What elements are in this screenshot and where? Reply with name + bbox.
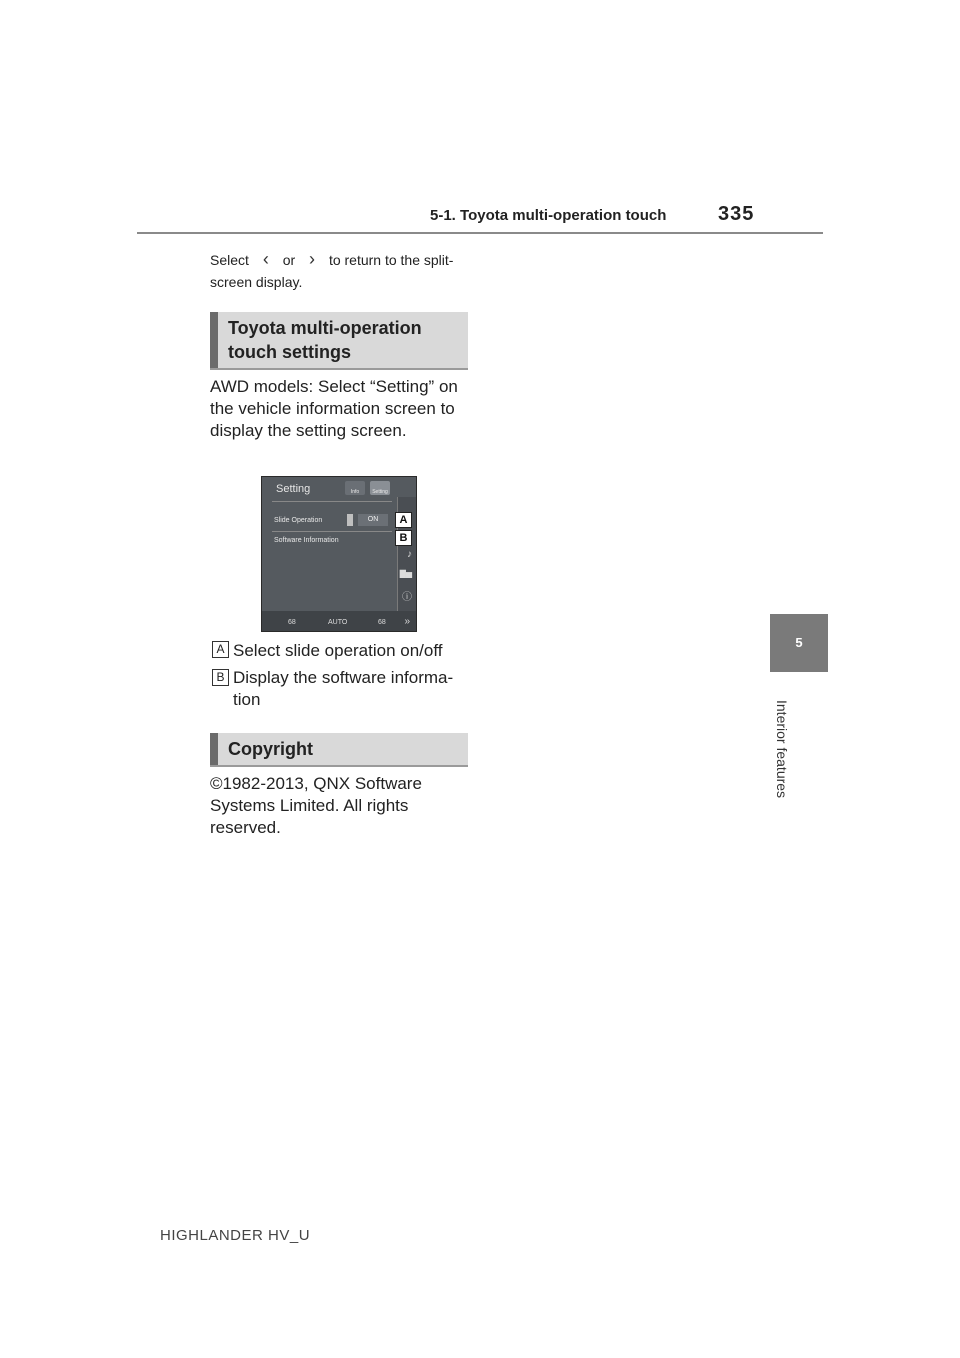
info-icon: ⓘ <box>402 592 412 603</box>
screen-row-software-info: Software Information <box>274 537 339 544</box>
legend-badge-a: A <box>212 641 229 658</box>
heading-line-1: Toyota multi-operation <box>228 318 422 338</box>
legend-text-b: Display the software informa-tion <box>233 668 454 709</box>
chevron-right-icon: › <box>309 249 316 269</box>
chapter-tab: 5 <box>770 614 828 672</box>
music-note-icon: ♪ <box>407 549 412 560</box>
copyright-heading: Copyright <box>228 739 313 759</box>
screen-tab-setting-label: Setting <box>372 489 388 495</box>
copyright-body-text: ©1982-2013, QNX Software Systems Limited. All rights reserved. <box>210 774 422 837</box>
audio-levels-icon: ▇▅ <box>399 569 412 578</box>
footer-model: HIGHLANDER HV_U <box>160 1227 311 1244</box>
intro-paragraph <box>210 248 480 293</box>
header-rule <box>137 232 823 234</box>
callout-b: B <box>395 530 412 546</box>
screen-row-divider <box>272 531 392 532</box>
legend-text-a: Select slide operation on/off <box>233 641 443 660</box>
double-chevron-icon: » <box>404 616 410 627</box>
section-title: 5-1. Toyota multi-operation touch <box>430 207 667 224</box>
intro-or-word: or <box>282 252 296 268</box>
section-heading-settings <box>210 312 468 368</box>
callout-a: A <box>395 512 412 528</box>
page-number: 335 <box>718 203 755 225</box>
legend-badge-b: B <box>212 669 229 686</box>
screen-row-slide-value: ON <box>358 514 388 526</box>
screen-fan-label: AUTO <box>328 619 348 626</box>
screen-tab-info-label: Info <box>350 489 360 495</box>
intro-select-word: Select <box>210 252 249 268</box>
intro-rest: to return to the split-screen display. <box>210 252 454 290</box>
screen-title: Setting <box>276 483 311 495</box>
screen-tab-info <box>345 481 365 495</box>
setting-screen-illustration <box>261 476 417 632</box>
settings-body-text: AWD models: Select “Setting” on the vehicle information screen to display the setting screen. <box>210 377 458 440</box>
section-heading-copyright <box>210 733 468 765</box>
screen-row-slide-operation: Slide Operation <box>274 517 323 524</box>
screen-divider <box>272 501 392 502</box>
screen-right-temp: 68 <box>378 619 386 626</box>
chevron-left-icon: ‹ <box>262 249 269 269</box>
screen-tab-setting <box>370 481 390 495</box>
chapter-label: Interior features <box>774 700 790 799</box>
screen-toggle-indicator <box>347 514 353 526</box>
heading-line-2: touch settings <box>228 342 352 362</box>
screen-left-temp: 68 <box>288 619 296 626</box>
